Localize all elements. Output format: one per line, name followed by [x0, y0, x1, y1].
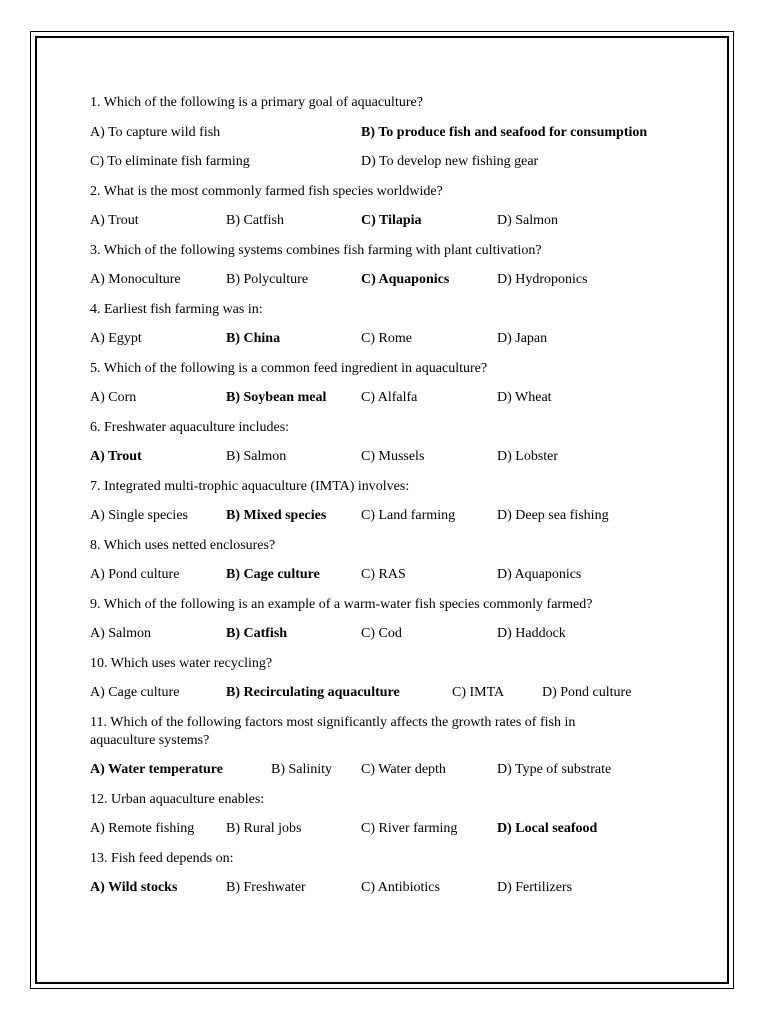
options-row: [90, 566, 690, 584]
question-block-4: [90, 301, 690, 349]
option-a: A) Wild stocks: [90, 880, 178, 895]
option-c: C) Water depth: [361, 762, 446, 777]
options-row: [90, 507, 690, 525]
options-row: [90, 448, 690, 466]
options-row: [90, 153, 690, 171]
question-block-6: [90, 419, 690, 467]
option-c: C) RAS: [361, 567, 406, 582]
option-b: B) Mixed species: [226, 508, 327, 523]
option-b: B) Freshwater: [226, 880, 306, 895]
option-b: B) Rural jobs: [226, 821, 302, 836]
question-block-13: [90, 850, 690, 898]
option-c: C) Aquaponics: [361, 272, 450, 287]
question-text: 7. Integrated multi-trophic aquaculture (IMTA) involves:: [90, 478, 410, 494]
question-text: 8. Which uses netted enclosures?: [90, 537, 276, 553]
option-d: D) Japan: [497, 331, 548, 346]
options-row: [90, 625, 690, 643]
option-c: C) Rome: [361, 331, 412, 346]
question-text: 9. Which of the following is an example of a warm-water fish species commonly farmed?: [90, 596, 593, 612]
option-b: B) Polyculture: [226, 272, 309, 287]
option-a: A) Trout: [90, 449, 142, 464]
quiz-content: [90, 94, 690, 909]
question-text: 11. Which of the following factors most significantly affects the growth rates of fish in aquaculture systems?: [90, 714, 576, 748]
option-b: B) China: [226, 331, 281, 346]
option-c: C) IMTA: [452, 685, 505, 700]
option-d: D) Pond culture: [542, 685, 632, 700]
question-block-11: [90, 714, 690, 780]
option-a: A) Corn: [90, 390, 137, 405]
options-row: [90, 212, 690, 230]
question-block-12: [90, 791, 690, 839]
option-b: B) Cage culture: [226, 567, 320, 582]
option-a: A) Salmon: [90, 626, 152, 641]
question-text: 2. What is the most commonly farmed fish species worldwide?: [90, 183, 443, 199]
option-d: D) Hydroponics: [497, 272, 588, 287]
options-row: [90, 820, 690, 838]
option-d: D) Wheat: [497, 390, 552, 405]
option-a: A) Pond culture: [90, 567, 180, 582]
options-row: [90, 124, 690, 142]
option-c: C) Mussels: [361, 449, 425, 464]
option-c: C) Alfalfa: [361, 390, 418, 405]
option-b: B) Catfish: [226, 213, 284, 228]
options-row: [90, 684, 690, 702]
question-text: 13. Fish feed depends on:: [90, 850, 234, 866]
option-b: B) Catfish: [226, 626, 288, 641]
option-a: A) Remote fishing: [90, 821, 195, 836]
option-b: B) To produce fish and seafood for consumption: [361, 124, 648, 140]
option-a: A) Egypt: [90, 331, 142, 346]
option-d: D) To develop new fishing gear: [361, 154, 539, 169]
option-c: C) Antibiotics: [361, 880, 440, 895]
option-c: C) River farming: [361, 821, 458, 836]
question-text: 3. Which of the following systems combines fish farming with plant cultivation?: [90, 242, 542, 258]
option-d: D) Deep sea fishing: [497, 508, 609, 523]
option-a: A) Water temperature: [90, 762, 223, 777]
question-text: 10. Which uses water recycling?: [90, 655, 273, 671]
question-block-7: [90, 478, 690, 526]
option-a: A) To capture wild fish: [90, 124, 221, 140]
options-row: [90, 879, 690, 897]
option-d: D) Haddock: [497, 626, 566, 641]
question-block-5: [90, 360, 690, 408]
option-d: D) Type of substrate: [497, 762, 612, 777]
option-b: B) Soybean meal: [226, 390, 327, 405]
option-a: A) Cage culture: [90, 685, 180, 700]
option-d: D) Lobster: [497, 449, 559, 464]
question-block-2: [90, 183, 690, 231]
option-c: C) Tilapia: [361, 213, 422, 228]
option-a: A) Trout: [90, 213, 139, 228]
option-a: A) Single species: [90, 508, 188, 523]
option-c: C) Cod: [361, 626, 402, 641]
question-block-10: [90, 655, 690, 703]
option-d: D) Salmon: [497, 213, 559, 228]
question-block-9: [90, 596, 690, 644]
question-text: 4. Earliest fish farming was in:: [90, 301, 263, 317]
question-text: 5. Which of the following is a common feed ingredient in aquaculture?: [90, 360, 488, 376]
option-d: D) Aquaponics: [497, 567, 582, 582]
option-b: B) Recirculating aquaculture: [226, 685, 400, 700]
option-d: D) Local seafood: [497, 821, 598, 836]
option-a: A) Monoculture: [90, 272, 181, 287]
options-row: [90, 389, 690, 407]
option-d: D) Fertilizers: [497, 880, 573, 895]
question-block-8: [90, 537, 690, 585]
question-text: 6. Freshwater aquaculture includes:: [90, 419, 290, 435]
options-row: [90, 271, 690, 289]
question-text: 12. Urban aquaculture enables:: [90, 791, 265, 807]
question-text: 1. Which of the following is a primary goal of aquaculture?: [90, 95, 423, 110]
option-b: B) Salinity: [271, 762, 333, 777]
options-row: [90, 330, 690, 348]
option-c: C) To eliminate fish farming: [90, 154, 250, 169]
options-row: [90, 761, 690, 779]
question-block-3: [90, 242, 690, 290]
question-block-1: [90, 94, 690, 171]
option-c: C) Land farming: [361, 508, 456, 523]
option-b: B) Salmon: [226, 449, 287, 464]
